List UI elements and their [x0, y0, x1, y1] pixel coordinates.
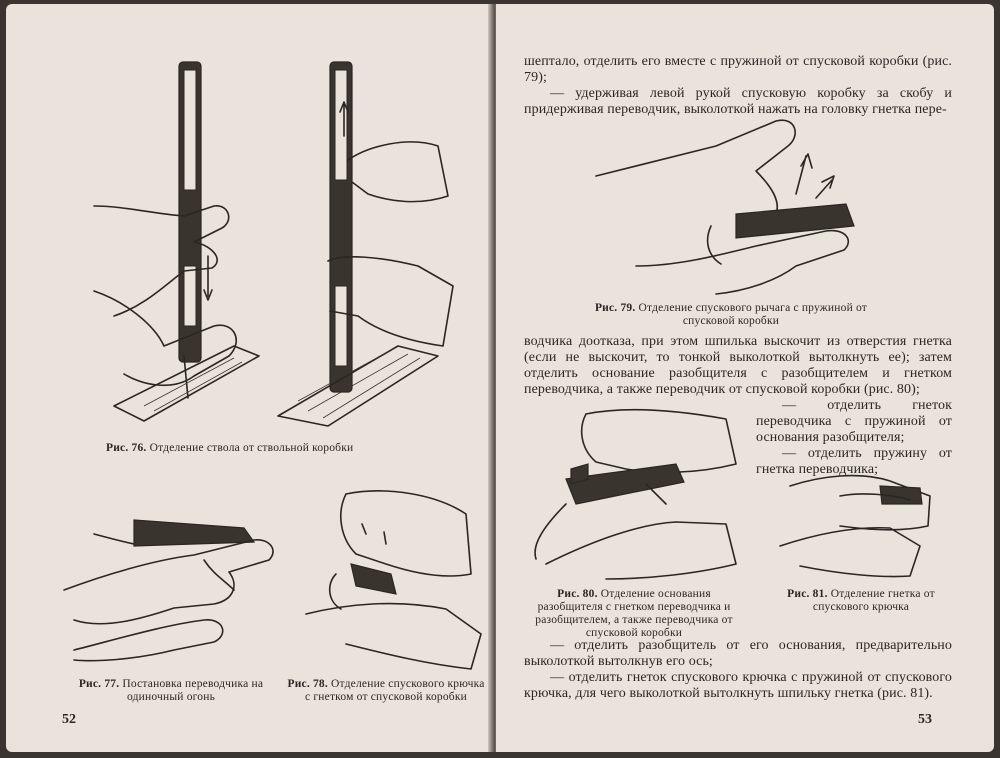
figure-76-left-illustration — [84, 56, 264, 436]
paragraph-continuation: шептало, отделить его вместе с пружиной от спусковой коробки (рис. 79); — [524, 54, 952, 85]
figure-81-number: Рис. 81. — [787, 588, 828, 600]
figure-78-caption — [286, 678, 486, 704]
right-page-number: 53 — [918, 712, 932, 727]
figure-76-right-illustration — [268, 56, 468, 436]
figure-79-illustration — [596, 116, 866, 296]
left-page — [6, 4, 492, 752]
figure-77-text: Постановка переводчика на одиночный огонь — [122, 678, 264, 703]
figure-78-text: Отделение спускового крючка с гнетком от спусковой коробки — [304, 678, 485, 703]
paragraph-hold-trigger-box: — удерживая левой рукой спусковую коробку за скобу и придерживая переводчик, выколоткой нажать на головку гнетка пере- — [524, 86, 952, 117]
right-page — [496, 4, 994, 752]
figure-79-caption — [576, 302, 886, 328]
figure-78-number: Рис. 78. — [287, 678, 328, 690]
right-bottom-text — [524, 638, 952, 702]
figure-80-text: Отделение основания разобщителя с гнетком переводчика и разобщителем, а также переводчика от спусковой коробки — [535, 588, 733, 639]
figure-80-illustration — [526, 404, 746, 584]
figure-77-illustration — [54, 500, 284, 670]
figure-81-text: Отделение гнетка от спускового крючка — [812, 588, 935, 613]
figure-81-caption — [766, 588, 956, 614]
left-page-number: 52 — [62, 712, 76, 727]
figure-80-caption — [524, 588, 744, 640]
side-item-separate-gnetok: — отделить гнеток переводчика с пружиной от основания разобщителя; — [756, 398, 952, 445]
paragraph-separate-disconnector: — отделить разобщитель от его основания, предварительно выколоткой вытолкнув его ось; — [524, 638, 952, 669]
figure-79-number: Рис. 79. — [594, 302, 636, 314]
figure-77-number: Рис. 77. — [78, 678, 120, 690]
figure-80-number: Рис. 80. — [557, 588, 598, 600]
right-top-text — [524, 54, 952, 118]
figure-76-number: Рис. 76. — [106, 442, 147, 454]
figure-76-caption — [106, 442, 446, 455]
figure-79-text: Отделение спускового рычага с пружиной от спусковой коробки — [638, 302, 868, 327]
figure-77-caption — [64, 678, 278, 704]
side-item-separate-spring: — отделить пружину от гнетка переводчика; — [756, 446, 952, 477]
paragraph-separate-trigger-gnetok: — отделить гнеток спускового крючка с пружиной от спускового крючка, для чего выколоткой вытолкнуть шпильку гнетка (рис. 81). — [524, 670, 952, 701]
figure-81-illustration — [780, 466, 940, 586]
figure-78-illustration — [296, 484, 486, 674]
figure-76-text: Отделение ствола от ствольной коробки — [149, 442, 354, 454]
paragraph-separate-base: водчика доотказа, при этом шпилька выскочит из отверстия гнетка (если не выскочит, то тонкой выколоткой вытолкнуть ее); затем отделить основание разобщителя с разобщителем и гнетком переводчика, а также переводчик от спусковой коробки (рис. 80); — [524, 334, 952, 397]
right-middle-text — [524, 334, 952, 398]
